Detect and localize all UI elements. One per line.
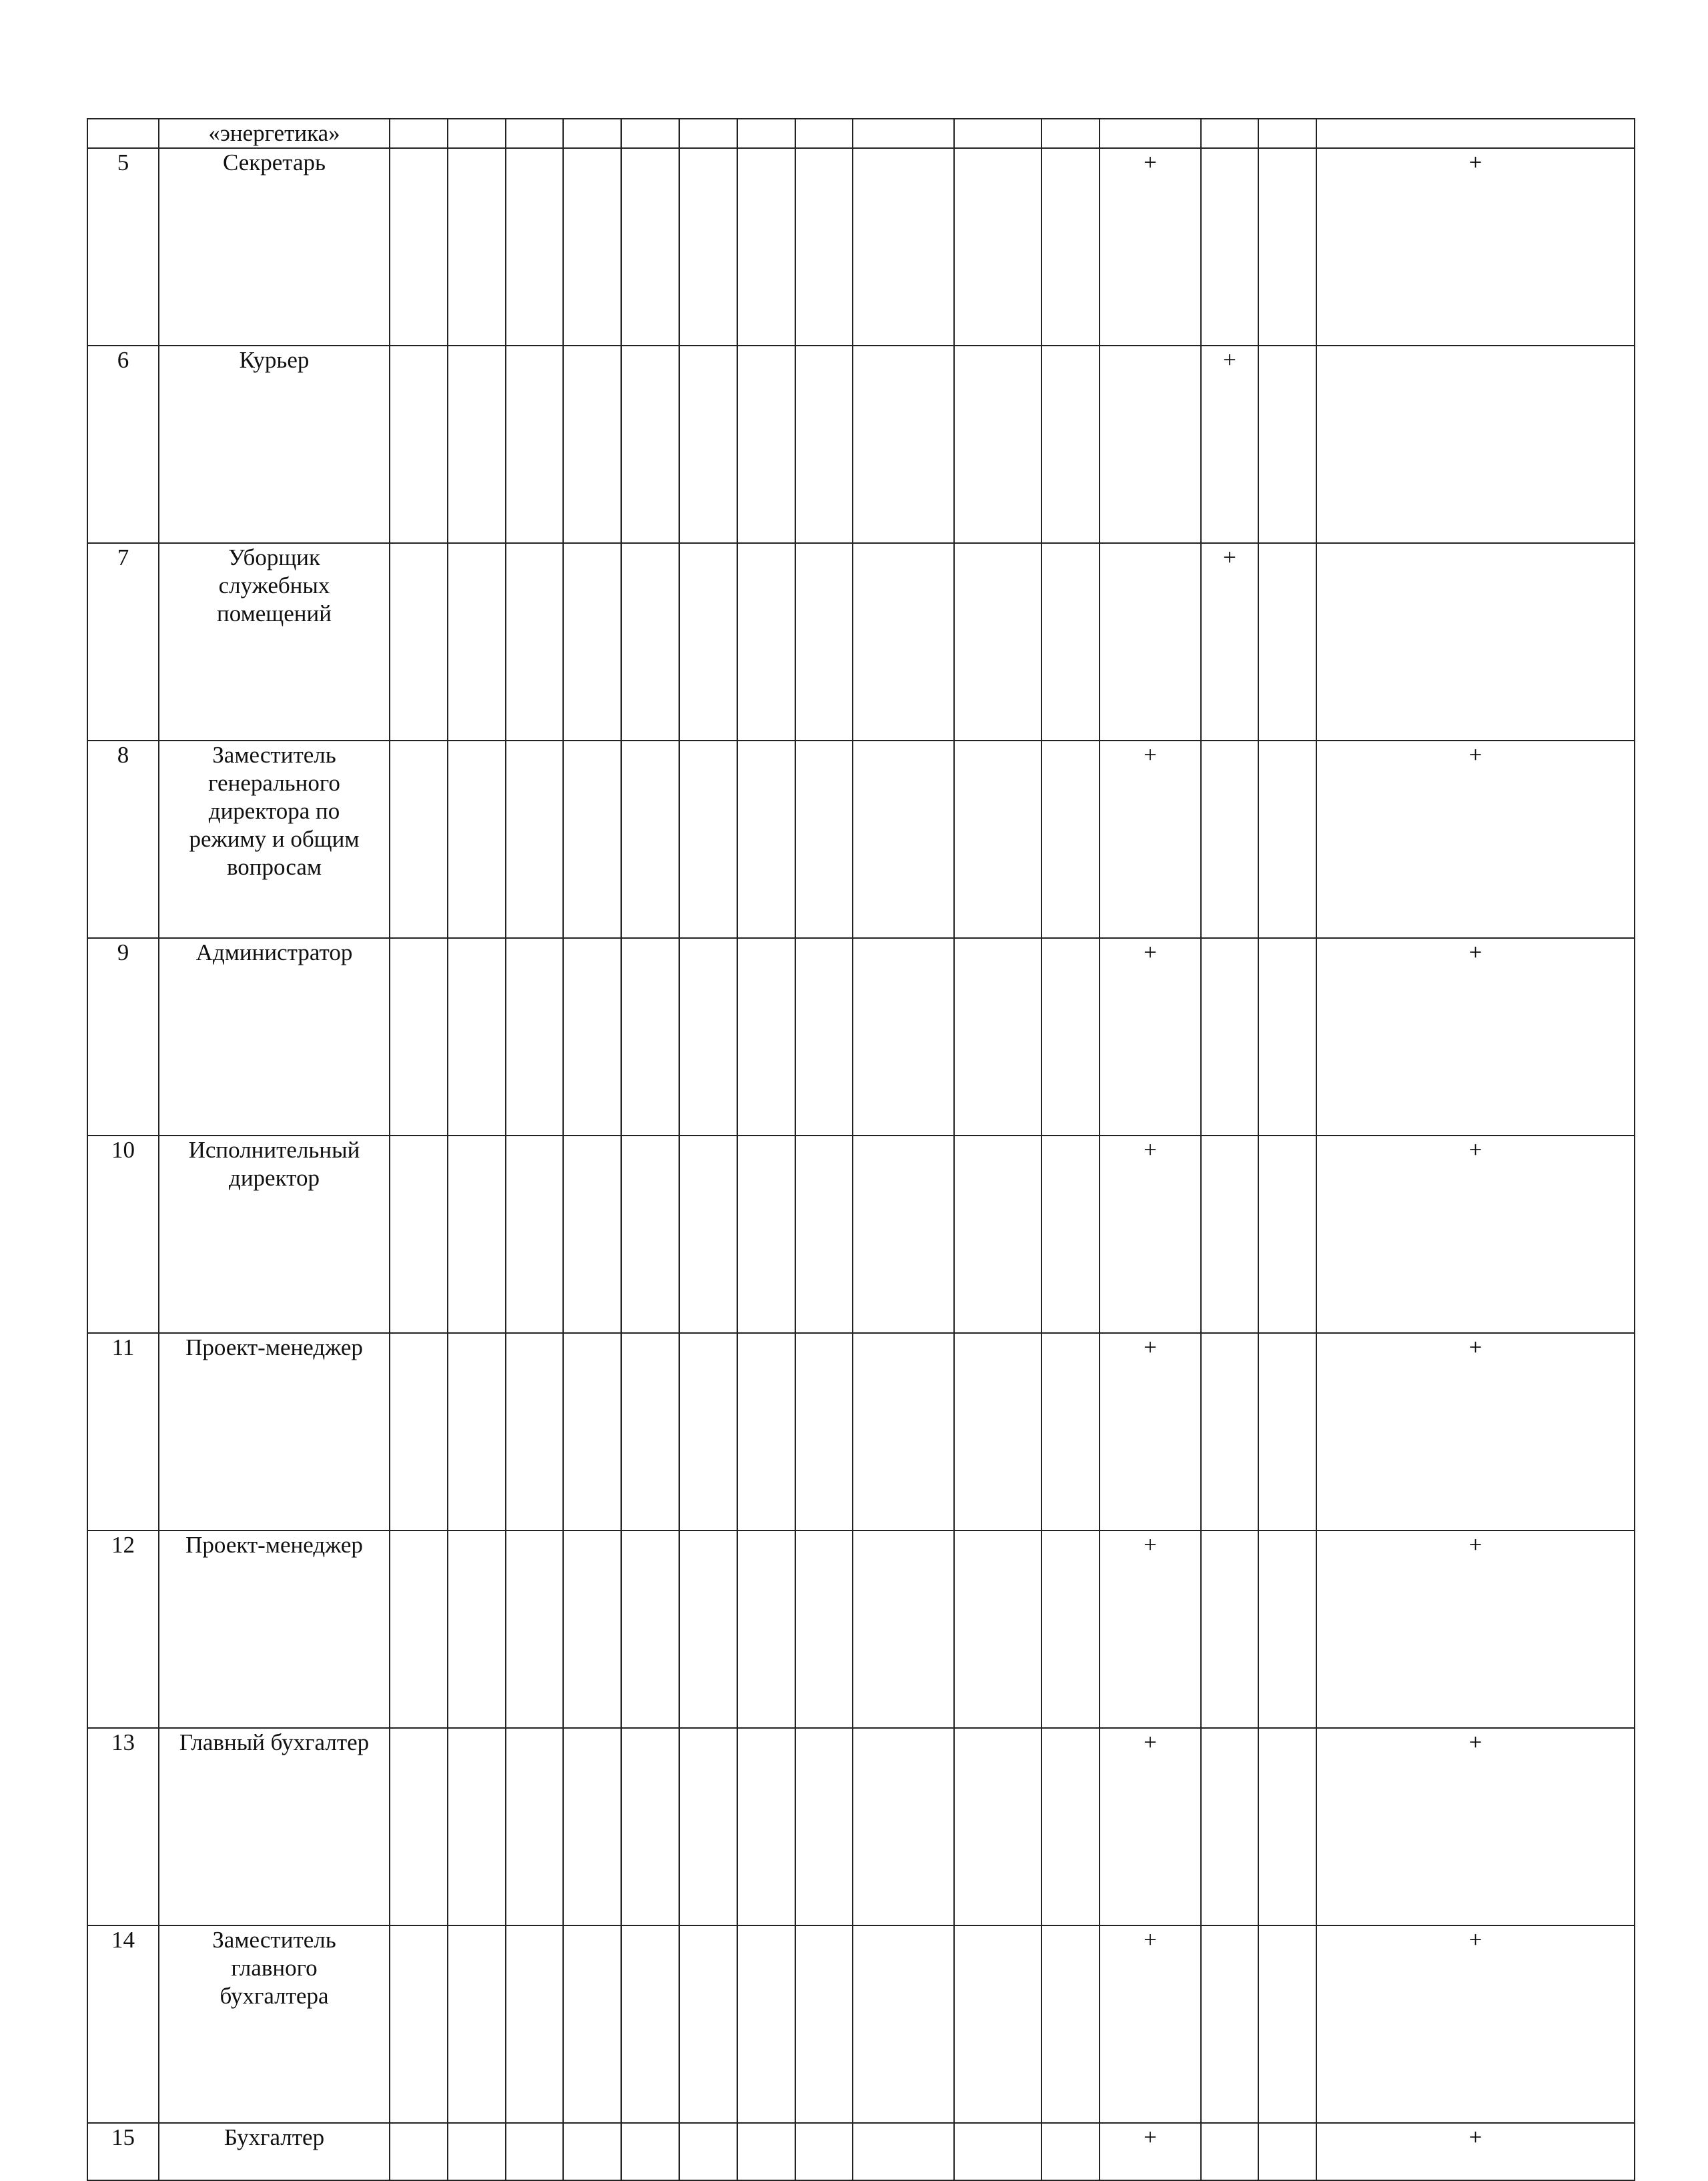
factor-cell bbox=[621, 2123, 679, 2180]
factor-cell bbox=[679, 1333, 737, 1531]
factor-cell-b bbox=[1201, 1136, 1258, 1333]
factor-cell-c-text: + bbox=[1468, 1334, 1482, 1360]
factor-cell-b bbox=[1201, 1728, 1258, 1925]
factor-cell-b-text: + bbox=[1223, 347, 1236, 373]
position-cell bbox=[159, 1531, 390, 1728]
factor-cell bbox=[737, 1531, 795, 1728]
factor-cell bbox=[737, 119, 795, 148]
row-number-cell bbox=[87, 543, 159, 741]
factor-cell bbox=[1041, 543, 1100, 741]
factor-cell bbox=[506, 1136, 563, 1333]
factor-cell bbox=[563, 148, 621, 346]
factor-cell bbox=[1041, 1333, 1100, 1531]
factor-cell bbox=[448, 1925, 506, 2123]
factor-cell-c bbox=[1316, 1531, 1635, 1728]
factor-cell bbox=[679, 938, 737, 1136]
position-cell-text: Проект-менеджер bbox=[185, 1532, 363, 1558]
factor-cell bbox=[1258, 1728, 1316, 1925]
factor-cell-a bbox=[1100, 1728, 1201, 1925]
factor-cell bbox=[1041, 1531, 1100, 1728]
factor-cell-c-text: + bbox=[1468, 1532, 1482, 1558]
factor-cell-b-text: + bbox=[1223, 544, 1236, 570]
factor-cell-b bbox=[1201, 148, 1258, 346]
factor-cell bbox=[506, 938, 563, 1136]
factor-cell bbox=[621, 938, 679, 1136]
factor-cell bbox=[621, 741, 679, 938]
factor-cell-c bbox=[1316, 1136, 1635, 1333]
row-number-cell bbox=[87, 119, 159, 148]
table-body bbox=[87, 119, 1635, 2180]
row-number-cell-text: 14 bbox=[111, 1927, 135, 1953]
factor-cell bbox=[390, 1333, 448, 1531]
factor-cell-c bbox=[1316, 1333, 1635, 1531]
factor-cell-a-text: + bbox=[1144, 742, 1157, 768]
row-number-cell-text: 12 bbox=[111, 1532, 135, 1558]
row-number-cell-text: 10 bbox=[111, 1137, 135, 1163]
factor-cell bbox=[795, 1728, 853, 1925]
factor-cell bbox=[954, 1728, 1041, 1925]
position-cell bbox=[159, 346, 390, 543]
row-number-cell bbox=[87, 1925, 159, 2123]
factor-cell-c-text: + bbox=[1468, 2124, 1482, 2150]
factor-cell bbox=[563, 1333, 621, 1531]
factor-cell bbox=[390, 1531, 448, 1728]
row-number-cell bbox=[87, 1531, 159, 1728]
row-number-cell bbox=[87, 741, 159, 938]
factor-cell bbox=[853, 1136, 954, 1333]
factor-cell-a-text: + bbox=[1144, 939, 1157, 965]
factor-cell bbox=[795, 1925, 853, 2123]
position-cell-text: «энергетика» bbox=[208, 120, 340, 146]
factor-cell-b bbox=[1201, 938, 1258, 1136]
position-cell bbox=[159, 119, 390, 148]
factor-cell-c-text: + bbox=[1468, 1137, 1482, 1163]
factor-cell bbox=[679, 148, 737, 346]
factor-cell-c-text: + bbox=[1468, 1729, 1482, 1755]
row-number-cell bbox=[87, 148, 159, 346]
factor-cell-b bbox=[1201, 1333, 1258, 1531]
factor-cell bbox=[1258, 2123, 1316, 2180]
factor-cell bbox=[853, 1925, 954, 2123]
factor-cell bbox=[448, 119, 506, 148]
factor-cell bbox=[795, 346, 853, 543]
factor-cell-c-text: + bbox=[1468, 1927, 1482, 1953]
factor-cell bbox=[1041, 1136, 1100, 1333]
factor-cell-a-text: + bbox=[1144, 2124, 1157, 2150]
factor-cell bbox=[954, 1925, 1041, 2123]
factor-cell bbox=[795, 741, 853, 938]
factor-cell bbox=[1258, 346, 1316, 543]
factor-cell-a bbox=[1100, 543, 1201, 741]
row-number-cell bbox=[87, 1136, 159, 1333]
factor-cell-a-text: + bbox=[1144, 1729, 1157, 1755]
row-number-cell-text: 6 bbox=[117, 347, 129, 373]
factor-cell bbox=[853, 2123, 954, 2180]
factor-cell bbox=[795, 543, 853, 741]
position-cell-text: Заместитель главного бухгалтера bbox=[212, 1927, 336, 2009]
position-cell bbox=[159, 148, 390, 346]
factor-cell bbox=[737, 2123, 795, 2180]
row-number-cell-text: 11 bbox=[111, 1334, 135, 1360]
factor-cell bbox=[390, 543, 448, 741]
factor-cell-c bbox=[1316, 938, 1635, 1136]
table-row bbox=[87, 741, 1635, 938]
factor-cell-a bbox=[1100, 938, 1201, 1136]
factor-cell bbox=[679, 346, 737, 543]
hazard-assessment-table bbox=[87, 118, 1635, 2181]
factor-cell bbox=[448, 1136, 506, 1333]
factor-cell bbox=[1041, 1925, 1100, 2123]
factor-cell bbox=[737, 1136, 795, 1333]
position-cell-text: Исполнительный директор bbox=[188, 1137, 360, 1191]
row-number-cell-text: 5 bbox=[117, 149, 129, 175]
factor-cell-c bbox=[1316, 543, 1635, 741]
factor-cell-a-text: + bbox=[1144, 1927, 1157, 1953]
factor-cell bbox=[390, 938, 448, 1136]
table-row bbox=[87, 2123, 1635, 2180]
position-cell bbox=[159, 1136, 390, 1333]
factor-cell-b bbox=[1201, 1531, 1258, 1728]
factor-cell bbox=[954, 346, 1041, 543]
factor-cell bbox=[954, 938, 1041, 1136]
factor-cell bbox=[679, 1728, 737, 1925]
position-cell-text: Уборщик служебных помещений bbox=[217, 544, 332, 626]
factor-cell bbox=[506, 741, 563, 938]
factor-cell bbox=[390, 148, 448, 346]
position-cell bbox=[159, 938, 390, 1136]
factor-cell-c bbox=[1316, 119, 1635, 148]
factor-cell-b bbox=[1201, 543, 1258, 741]
factor-cell bbox=[390, 1728, 448, 1925]
row-number-cell-text: 8 bbox=[117, 742, 129, 768]
factor-cell bbox=[621, 1925, 679, 2123]
row-number-cell bbox=[87, 1728, 159, 1925]
factor-cell bbox=[679, 2123, 737, 2180]
factor-cell bbox=[954, 1531, 1041, 1728]
factor-cell bbox=[737, 938, 795, 1136]
factor-cell bbox=[563, 346, 621, 543]
position-cell bbox=[159, 1333, 390, 1531]
factor-cell bbox=[448, 543, 506, 741]
row-number-cell-text: 7 bbox=[117, 544, 129, 570]
factor-cell bbox=[679, 119, 737, 148]
factor-cell bbox=[390, 346, 448, 543]
factor-cell-a-text: + bbox=[1144, 149, 1157, 175]
factor-cell bbox=[621, 1136, 679, 1333]
factor-cell bbox=[795, 148, 853, 346]
factor-cell bbox=[954, 1136, 1041, 1333]
factor-cell bbox=[795, 1136, 853, 1333]
factor-cell bbox=[737, 1333, 795, 1531]
factor-cell bbox=[954, 148, 1041, 346]
factor-cell bbox=[506, 1531, 563, 1728]
factor-cell bbox=[853, 346, 954, 543]
position-cell-text: Заместитель генерального директора по режиму и общим вопросам bbox=[189, 742, 360, 880]
factor-cell bbox=[1258, 938, 1316, 1136]
factor-cell-c bbox=[1316, 346, 1635, 543]
position-cell bbox=[159, 741, 390, 938]
factor-cell bbox=[737, 1728, 795, 1925]
factor-cell-c-text: + bbox=[1468, 149, 1482, 175]
factor-cell-a bbox=[1100, 1925, 1201, 2123]
factor-cell-b bbox=[1201, 2123, 1258, 2180]
factor-cell bbox=[954, 1333, 1041, 1531]
factor-cell bbox=[506, 148, 563, 346]
factor-cell-a-text: + bbox=[1144, 1334, 1157, 1360]
factor-cell bbox=[390, 1925, 448, 2123]
factor-cell-c bbox=[1316, 1728, 1635, 1925]
factor-cell bbox=[506, 1925, 563, 2123]
factor-cell bbox=[506, 119, 563, 148]
position-cell bbox=[159, 1728, 390, 1925]
factor-cell bbox=[563, 938, 621, 1136]
factor-cell bbox=[795, 938, 853, 1136]
factor-cell bbox=[1041, 119, 1100, 148]
factor-cell bbox=[448, 2123, 506, 2180]
factor-cell bbox=[679, 1531, 737, 1728]
position-cell-text: Главный бухгалтер bbox=[179, 1729, 370, 1755]
factor-cell-a bbox=[1100, 346, 1201, 543]
factor-cell-a bbox=[1100, 741, 1201, 938]
factor-cell-a bbox=[1100, 2123, 1201, 2180]
factor-cell bbox=[853, 938, 954, 1136]
row-number-cell bbox=[87, 1333, 159, 1531]
factor-cell bbox=[1258, 1333, 1316, 1531]
factor-cell bbox=[853, 148, 954, 346]
factor-cell-c-text: + bbox=[1468, 939, 1482, 965]
factor-cell-b bbox=[1201, 346, 1258, 543]
factor-cell bbox=[563, 1136, 621, 1333]
factor-cell bbox=[563, 543, 621, 741]
factor-cell bbox=[954, 119, 1041, 148]
factor-cell-c-text: + bbox=[1468, 742, 1482, 768]
factor-cell bbox=[448, 1333, 506, 1531]
row-number-cell bbox=[87, 938, 159, 1136]
factor-cell bbox=[448, 938, 506, 1136]
factor-cell bbox=[795, 119, 853, 148]
factor-cell bbox=[390, 119, 448, 148]
factor-cell bbox=[621, 1531, 679, 1728]
factor-cell bbox=[563, 1531, 621, 1728]
factor-cell bbox=[1258, 1925, 1316, 2123]
position-cell bbox=[159, 1925, 390, 2123]
factor-cell bbox=[795, 2123, 853, 2180]
factor-cell-a-text: + bbox=[1144, 1532, 1157, 1558]
row-number-cell-text: 13 bbox=[111, 1729, 135, 1755]
factor-cell bbox=[737, 1925, 795, 2123]
table-row bbox=[87, 1925, 1635, 2123]
factor-cell bbox=[563, 2123, 621, 2180]
factor-cell bbox=[679, 1136, 737, 1333]
table-row bbox=[87, 1728, 1635, 1925]
factor-cell bbox=[621, 1728, 679, 1925]
factor-cell-c bbox=[1316, 741, 1635, 938]
factor-cell-b bbox=[1201, 119, 1258, 148]
factor-cell bbox=[737, 148, 795, 346]
factor-cell bbox=[563, 741, 621, 938]
factor-cell bbox=[621, 543, 679, 741]
position-cell bbox=[159, 2123, 390, 2180]
factor-cell bbox=[795, 1333, 853, 1531]
table-row bbox=[87, 543, 1635, 741]
factor-cell bbox=[621, 148, 679, 346]
position-cell-text: Администратор bbox=[195, 939, 353, 965]
factor-cell bbox=[679, 1925, 737, 2123]
factor-cell bbox=[795, 1531, 853, 1728]
table-row bbox=[87, 1136, 1635, 1333]
row-number-cell bbox=[87, 346, 159, 543]
factor-cell bbox=[621, 346, 679, 543]
factor-cell bbox=[737, 741, 795, 938]
factor-cell bbox=[506, 543, 563, 741]
factor-cell bbox=[853, 1531, 954, 1728]
factor-cell bbox=[1041, 346, 1100, 543]
factor-cell bbox=[1041, 2123, 1100, 2180]
factor-cell bbox=[448, 1531, 506, 1728]
factor-cell bbox=[390, 1136, 448, 1333]
table-row bbox=[87, 1333, 1635, 1531]
factor-cell bbox=[621, 1333, 679, 1531]
table-row bbox=[87, 1531, 1635, 1728]
factor-cell bbox=[448, 741, 506, 938]
table-row bbox=[87, 346, 1635, 543]
factor-cell bbox=[1041, 1728, 1100, 1925]
factor-cell bbox=[679, 543, 737, 741]
factor-cell bbox=[448, 148, 506, 346]
factor-cell-a bbox=[1100, 1136, 1201, 1333]
factor-cell bbox=[954, 741, 1041, 938]
factor-cell bbox=[1258, 543, 1316, 741]
factor-cell-c bbox=[1316, 148, 1635, 346]
position-cell-text: Бухгалтер bbox=[224, 2124, 325, 2150]
factor-cell bbox=[853, 543, 954, 741]
factor-cell bbox=[448, 1728, 506, 1925]
factor-cell bbox=[390, 2123, 448, 2180]
factor-cell-a bbox=[1100, 1333, 1201, 1531]
factor-cell-b bbox=[1201, 741, 1258, 938]
factor-cell bbox=[853, 119, 954, 148]
factor-cell bbox=[506, 2123, 563, 2180]
factor-cell bbox=[853, 1728, 954, 1925]
factor-cell bbox=[563, 1728, 621, 1925]
factor-cell-a-text: + bbox=[1144, 1137, 1157, 1163]
factor-cell bbox=[1041, 741, 1100, 938]
table-row bbox=[87, 119, 1635, 148]
factor-cell-c bbox=[1316, 2123, 1635, 2180]
factor-cell bbox=[1258, 148, 1316, 346]
factor-cell bbox=[853, 741, 954, 938]
factor-cell bbox=[679, 741, 737, 938]
factor-cell bbox=[563, 1925, 621, 2123]
position-cell-text: Проект-менеджер bbox=[185, 1334, 363, 1360]
factor-cell-c bbox=[1316, 1925, 1635, 2123]
factor-cell bbox=[737, 543, 795, 741]
factor-cell bbox=[954, 543, 1041, 741]
factor-cell bbox=[506, 1728, 563, 1925]
factor-cell bbox=[1041, 938, 1100, 1136]
factor-cell bbox=[1258, 119, 1316, 148]
factor-cell bbox=[737, 346, 795, 543]
row-number-cell-text: 15 bbox=[111, 2124, 135, 2150]
factor-cell bbox=[448, 346, 506, 543]
factor-cell bbox=[1258, 1136, 1316, 1333]
table-row bbox=[87, 148, 1635, 346]
position-cell-text: Секретарь bbox=[222, 149, 326, 175]
factor-cell-b bbox=[1201, 1925, 1258, 2123]
factor-cell-a bbox=[1100, 119, 1201, 148]
factor-cell bbox=[954, 2123, 1041, 2180]
factor-cell bbox=[563, 119, 621, 148]
factor-cell bbox=[1041, 148, 1100, 346]
factor-cell-a bbox=[1100, 1531, 1201, 1728]
factor-cell bbox=[621, 119, 679, 148]
row-number-cell bbox=[87, 2123, 159, 2180]
factor-cell bbox=[506, 346, 563, 543]
factor-cell bbox=[853, 1333, 954, 1531]
factor-cell-a bbox=[1100, 148, 1201, 346]
factor-cell bbox=[1258, 1531, 1316, 1728]
row-number-cell-text: 9 bbox=[117, 939, 129, 965]
factor-cell bbox=[506, 1333, 563, 1531]
factor-cell bbox=[1258, 741, 1316, 938]
position-cell bbox=[159, 543, 390, 741]
position-cell-text: Курьер bbox=[239, 347, 310, 373]
factor-cell bbox=[390, 741, 448, 938]
table-row bbox=[87, 938, 1635, 1136]
